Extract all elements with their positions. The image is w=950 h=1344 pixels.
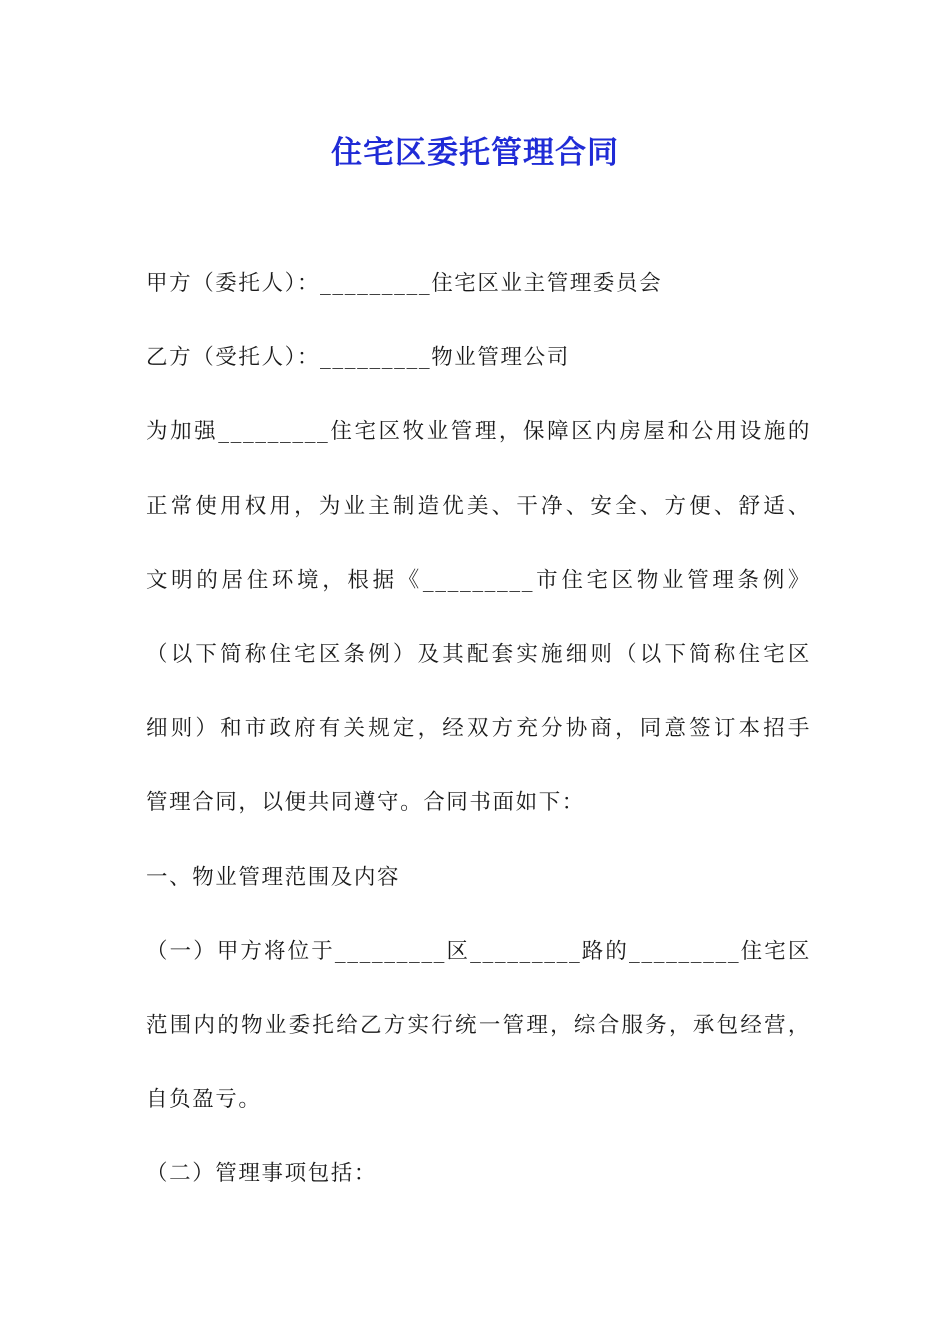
paragraph-line: （一）甲方将位于_________区_________路的_________住宅区 bbox=[146, 938, 811, 964]
paragraph-line: 文明的居住环境，根据《_________市住宅区物业管理条例》 bbox=[146, 567, 811, 593]
paragraph-line: 管理合同，以便共同遵守。合同书面如下： bbox=[146, 790, 585, 816]
subsection-heading: （二）管理事项包括： bbox=[146, 1161, 378, 1187]
paragraph-line: 自负盈亏。 bbox=[146, 1087, 262, 1113]
paragraph-line: （以下简称住宅区条例）及其配套实施细则（以下简称住宅区 bbox=[146, 641, 811, 667]
party-a-line: 甲方（委托人）：_________住宅区业主管理委员会 bbox=[146, 271, 663, 296]
document-title: 住宅区委托管理合同 bbox=[331, 135, 619, 171]
paragraph-line: 为加强_________住宅区牧业管理，保障区内房屋和公用设施的 bbox=[146, 419, 811, 445]
document-body bbox=[146, 262, 811, 1226]
paragraph-line: 正常使用权用，为业主制造优美、干净、安全、方便、舒适、 bbox=[146, 493, 811, 519]
paragraph-line: 范围内的物业委托给乙方实行统一管理，综合服务，承包经营， bbox=[146, 1012, 811, 1038]
section-heading: 一、物业管理范围及内容 bbox=[146, 864, 401, 890]
paragraph-line: 细则）和市政府有关规定，经双方充分协商，同意签订本招手 bbox=[146, 716, 811, 742]
party-b-line: 乙方（受托人）：_________物业管理公司 bbox=[146, 345, 570, 371]
